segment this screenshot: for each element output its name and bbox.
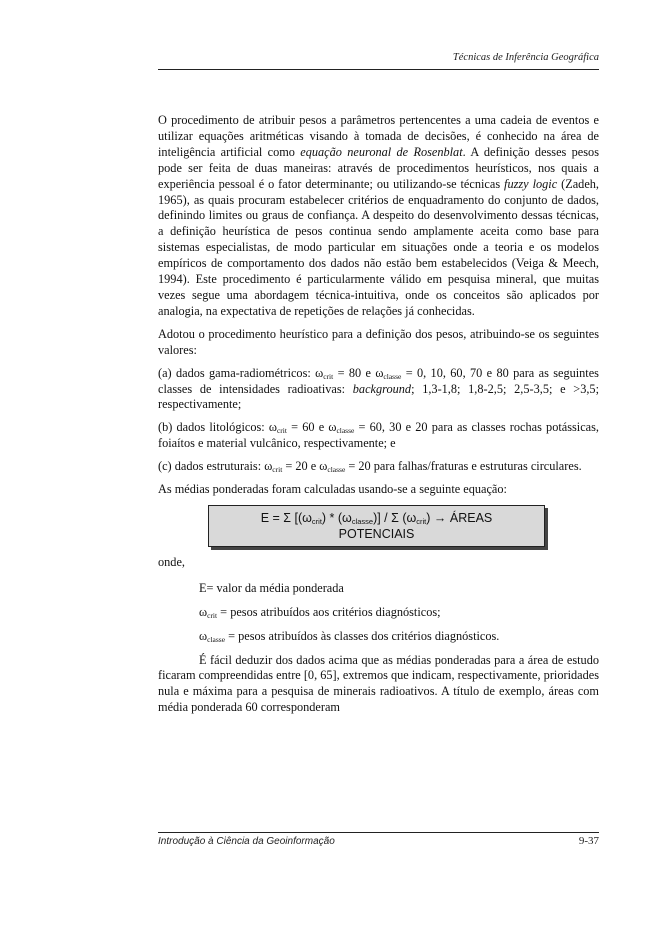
- equation-line-1: [209, 510, 544, 526]
- equation-box: [208, 505, 545, 547]
- item-a-sub-classe: classe: [383, 371, 402, 381]
- item-c-text-a: (c) dados estruturais: ω: [158, 459, 273, 474]
- eq-text-a: E = Σ [(ω: [260, 510, 312, 525]
- p1-text-c: . A definição desses pesos pode ser feita de duas maneiras: através de procedimentos heurísticos, nos quais a experiência pessoal é o fator determinante; ou utilizando-se técnicas: [158, 144, 599, 191]
- item-b-sub-classe: classe: [336, 426, 355, 436]
- item-b-text-b: = 60 e ω: [286, 420, 337, 435]
- eq-sub-crit-1: crit: [311, 516, 322, 526]
- item-b-text-c: = 60, 30 e 20 para as classes rochas potássicas, foiaítos e material vulcânico, respectivamente; e: [158, 420, 599, 451]
- item-c-sub-crit: crit: [272, 465, 283, 475]
- item-a-text-a: (a) dados gama-radiométricos: ω: [158, 365, 324, 380]
- onde-label: onde,: [158, 554, 185, 569]
- definition-omega-classe: [199, 629, 599, 645]
- def-text-crit: = pesos atribuídos aos critérios diagnósticos;: [217, 604, 441, 619]
- item-a-italic-background: background: [352, 381, 412, 396]
- def-omega-2: ω: [199, 628, 208, 643]
- paragraph-4: É fácil deduzir dos dados acima que as médias ponderadas para a área de estudo ficaram compreendidas entre [0, 65], extremos que indicam, respectivamente, prioridades nula e máxima para a pesquisa de minerais radioativos. A título de exemplo, áreas com média ponderada 60 corresponderam: [158, 652, 599, 715]
- running-header: Técnicas de Inferência Geográfica: [452, 52, 599, 63]
- p1-text-e: (Zadeh, 1965), as quais procuram estabelecer critérios de enquadramento do conjunto de dados, definindo limites ou graus de confiança. A despeito do desenvolvimento dessas técnicas, a definição heurística de pesos continua sendo amplamente aceita como base para sistemas especialistas, de modo particular em situações onde a teoria e os modelos empíricos de comportamento dos dados não estão bem estabelecidos (Veiga & Meech, 1994). Este procedimento é particularmente válido em pesquisa mineral, que muitas vezes segue uma abordagem técnica-intuitiva, onde os conceitos são aplicados por analogia, na expectativa de repetições de relações já conhecidas.: [158, 176, 599, 318]
- eq-text-d: ) → ÁREAS: [426, 510, 493, 525]
- p1-italic-fuzzy: fuzzy logic: [504, 176, 558, 191]
- paragraph-1: [158, 113, 599, 320]
- item-a-sub-crit: crit: [323, 371, 334, 381]
- item-a-text-b: = 80 e ω: [333, 365, 384, 380]
- item-b: [158, 420, 599, 452]
- eq-text-c: )] / Σ (ω: [373, 510, 417, 525]
- item-b-sub-crit: crit: [276, 426, 287, 436]
- eq-sub-crit-2: crit: [416, 516, 427, 526]
- item-c-text-c: = 20 para falhas/fraturas e estruturas circulares.: [345, 459, 582, 474]
- item-a: [158, 366, 599, 414]
- item-b-text-a: (b) dados litológicos: ω: [158, 420, 277, 435]
- header-rule: [158, 69, 599, 70]
- footer-rule: [158, 832, 599, 833]
- body-text: [158, 113, 599, 723]
- item-a-text-c: = 0, 10, 60, 70 e 80 para as seguintes classes de intensidades radioativas:: [158, 365, 599, 396]
- def-text-classe: = pesos atribuídos às classes dos critérios diagnósticos.: [225, 628, 500, 643]
- p1-italic-rosenblat: equação neuronal de Rosenblat: [300, 144, 463, 159]
- item-c: [158, 459, 599, 475]
- item-c-sub-classe: classe: [327, 465, 346, 475]
- paragraph-3: As médias ponderadas foram calculadas usando-se a seguinte equação:: [158, 482, 507, 497]
- definitions-list: [199, 581, 599, 645]
- definition-omega-crit: [199, 605, 599, 621]
- footer-book-title: Introdução à Ciência da Geoinformação: [158, 836, 335, 847]
- p1-text-a: O procedimento de atribuir pesos a parâmetros pertencentes a uma cadeia de eventos e utilizar equações aritméticas visando à tomada de decisões, é conhecido na área de inteligência artificial como: [158, 113, 599, 159]
- item-a-text-e: ; 1,3-1,8; 1,8-2,5; 2,5-3,5; e >3,5; respectivamente;: [158, 381, 599, 412]
- page-number: 9-37: [578, 835, 599, 847]
- equation-line-2: POTENCIAIS: [338, 526, 415, 541]
- def-sub-classe: classe: [207, 634, 226, 644]
- definition-e: E= valor da média ponderada: [199, 580, 344, 595]
- def-sub-crit: crit: [207, 610, 218, 620]
- def-omega-1: ω: [199, 604, 208, 619]
- paragraph-2: Adotou o procedimento heurístico para a definição dos pesos, atribuindo-se os seguintes valores:: [158, 326, 599, 357]
- eq-sub-classe: classe: [351, 516, 374, 526]
- eq-text-b: ) * (ω: [321, 510, 352, 525]
- item-c-text-b: = 20 e ω: [282, 459, 328, 474]
